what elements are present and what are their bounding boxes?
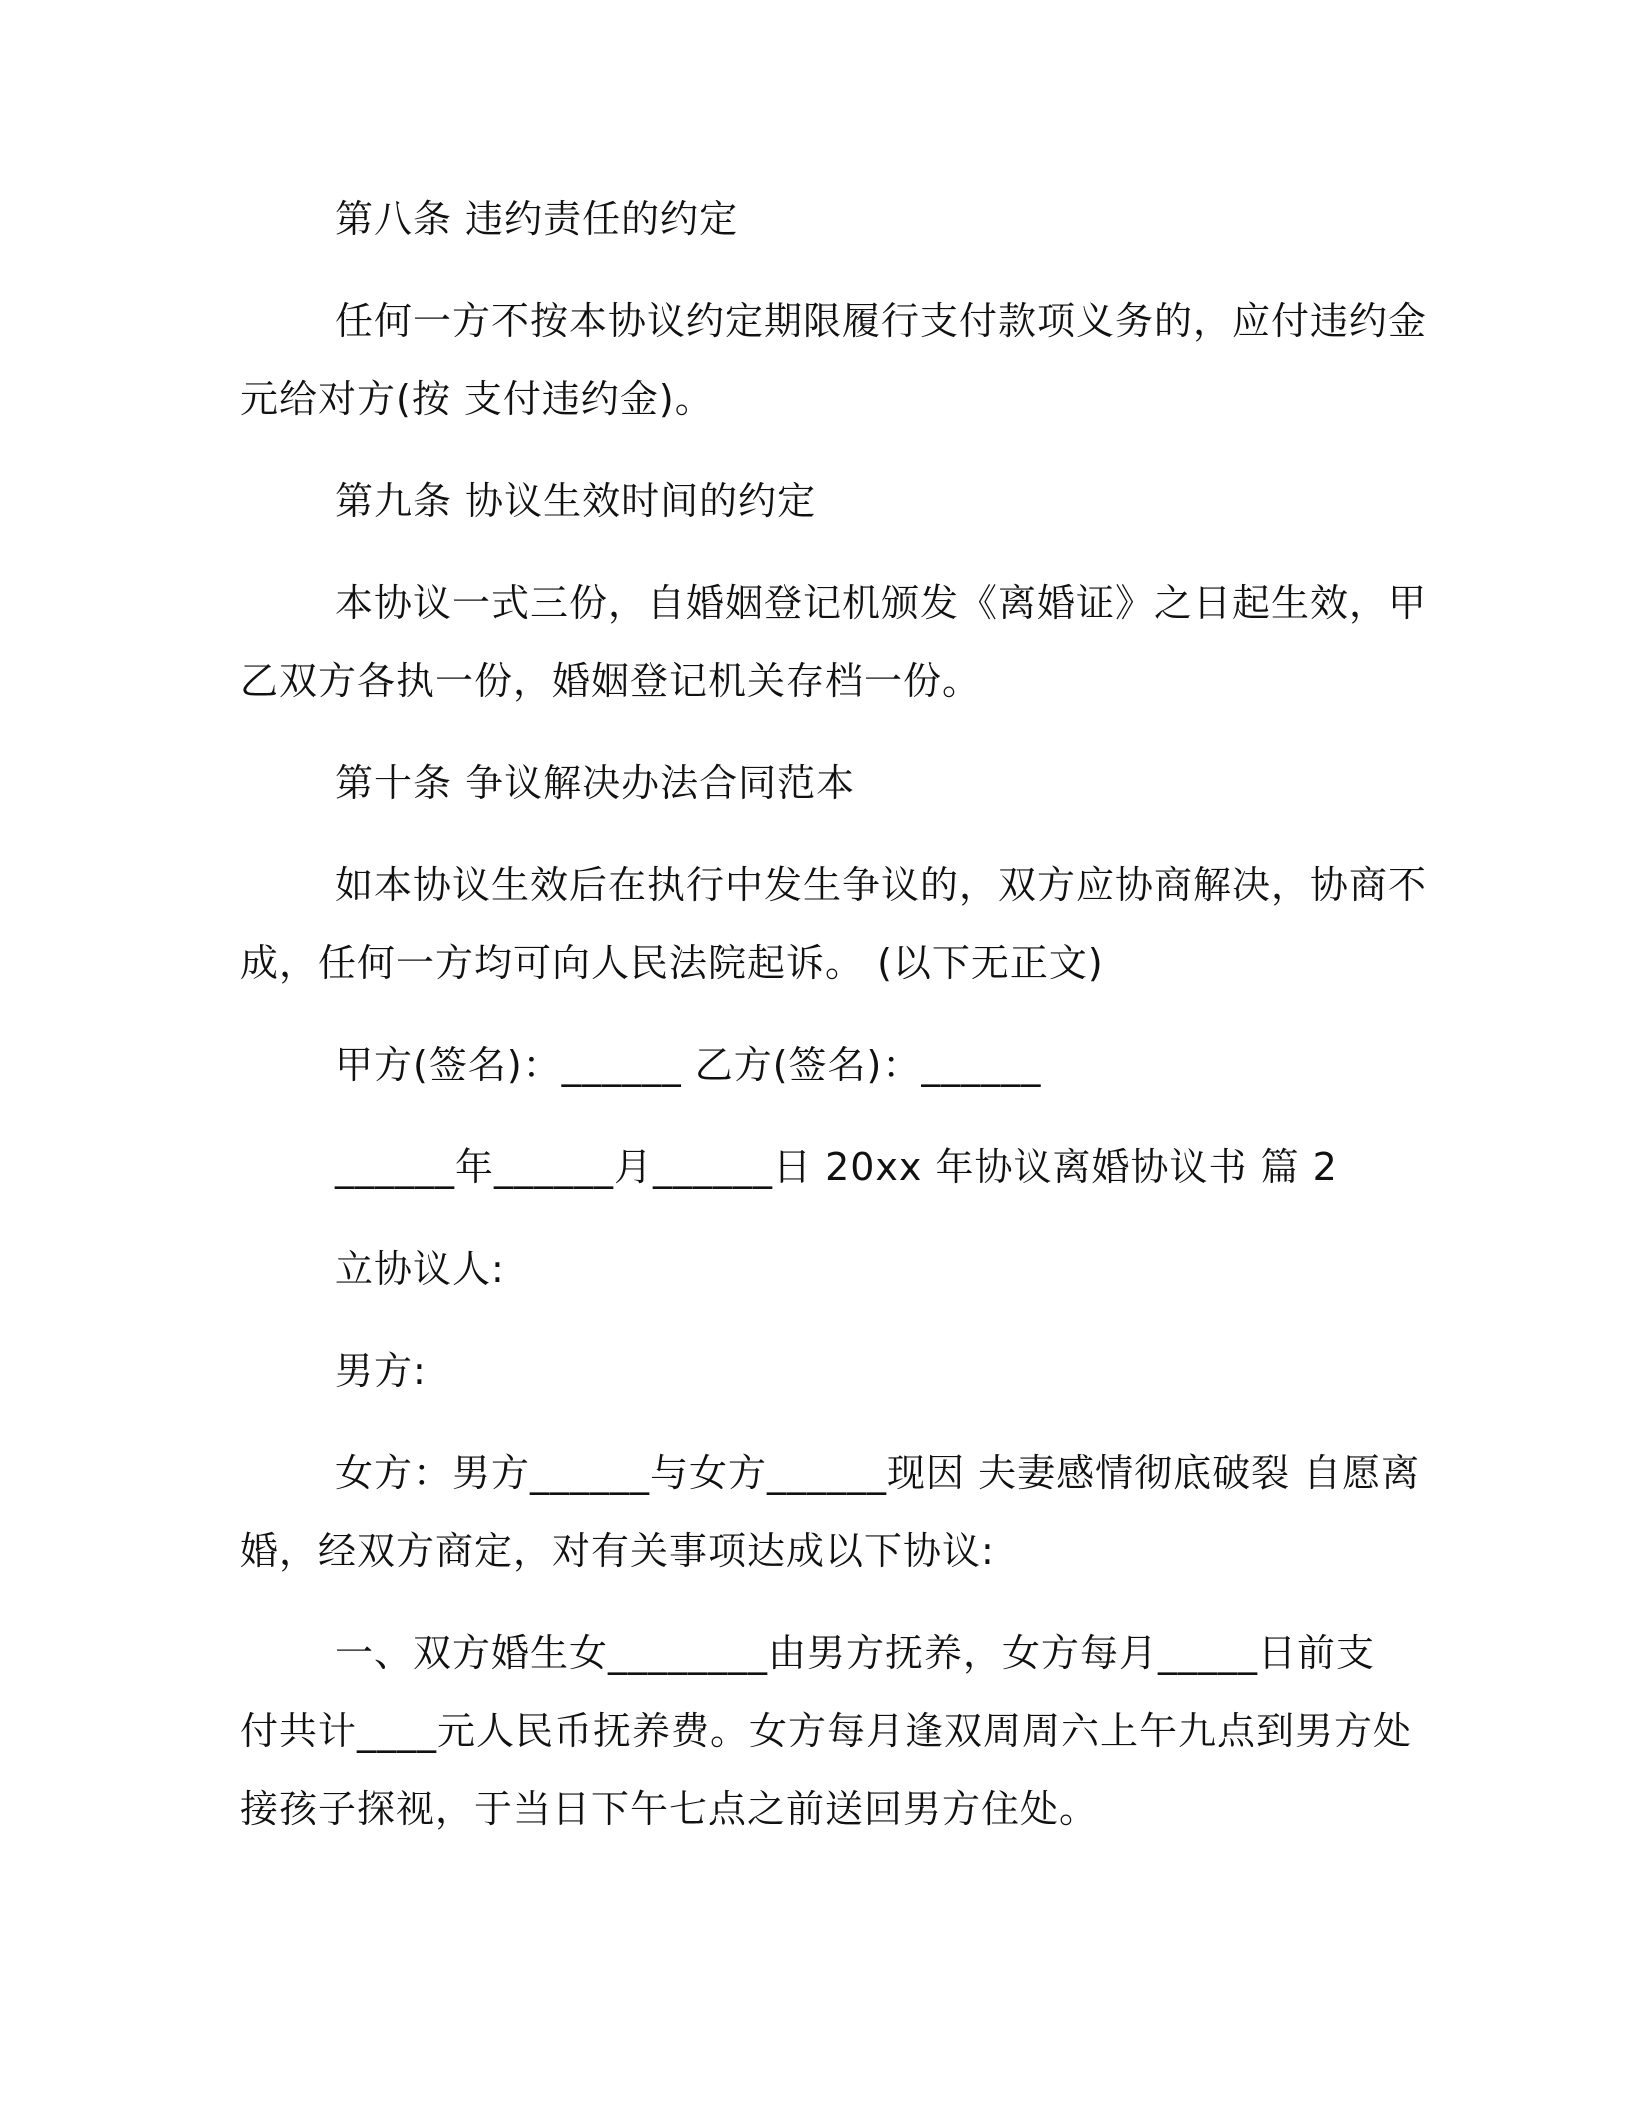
- article-9-heading: 第九条 协议生效时间的约定: [335, 479, 817, 523]
- paragraph-line: 乙双方各执一份，婚姻登记机关存档一份。: [240, 659, 982, 703]
- paragraph-line: 婚，经双方商定，对有关事项达成以下协议:: [240, 1529, 995, 1573]
- male-party-label: 男方:: [335, 1349, 427, 1393]
- date-line: ______年______月______日 20xx 年协议离婚协议书 篇 2: [335, 1145, 1338, 1189]
- paragraph-line: 如本协议生效后在执行中发生争议的，双方应协商解决，协商不: [335, 863, 1428, 907]
- article-10-heading: 第十条 争议解决办法合同范本: [335, 761, 856, 805]
- parties-label: 立协议人:: [335, 1247, 505, 1291]
- paragraph-line: 一、双方婚生女________由男方抚养，女方每月_____日前支: [335, 1631, 1376, 1675]
- article-8-heading: 第八条 违约责任的约定: [335, 197, 739, 241]
- paragraph-line: 元给对方(按 支付违约金)。: [240, 377, 714, 421]
- signature-line: 甲方(签名)：______ 乙方(签名)：______: [335, 1043, 1042, 1087]
- paragraph-line: 本协议一式三份，自婚姻登记机颁发《离婚证》之日起生效，甲: [335, 581, 1428, 625]
- paragraph-line: 成，任何一方均可向人民法院起诉。 (以下无正文): [240, 941, 1104, 985]
- paragraph-line: 接孩子探视，于当日下午七点之前送回男方住处。: [240, 1787, 1099, 1831]
- paragraph-line: 女方：男方______与女方______现因 夫妻感情彻底破裂 自愿离: [335, 1451, 1421, 1495]
- paragraph-line: 付共计____元人民币抚养费。女方每月逢双周周六上午九点到男方处: [240, 1709, 1413, 1753]
- paragraph-line: 任何一方不按本协议约定期限履行支付款项义务的，应付违约金: [335, 299, 1428, 343]
